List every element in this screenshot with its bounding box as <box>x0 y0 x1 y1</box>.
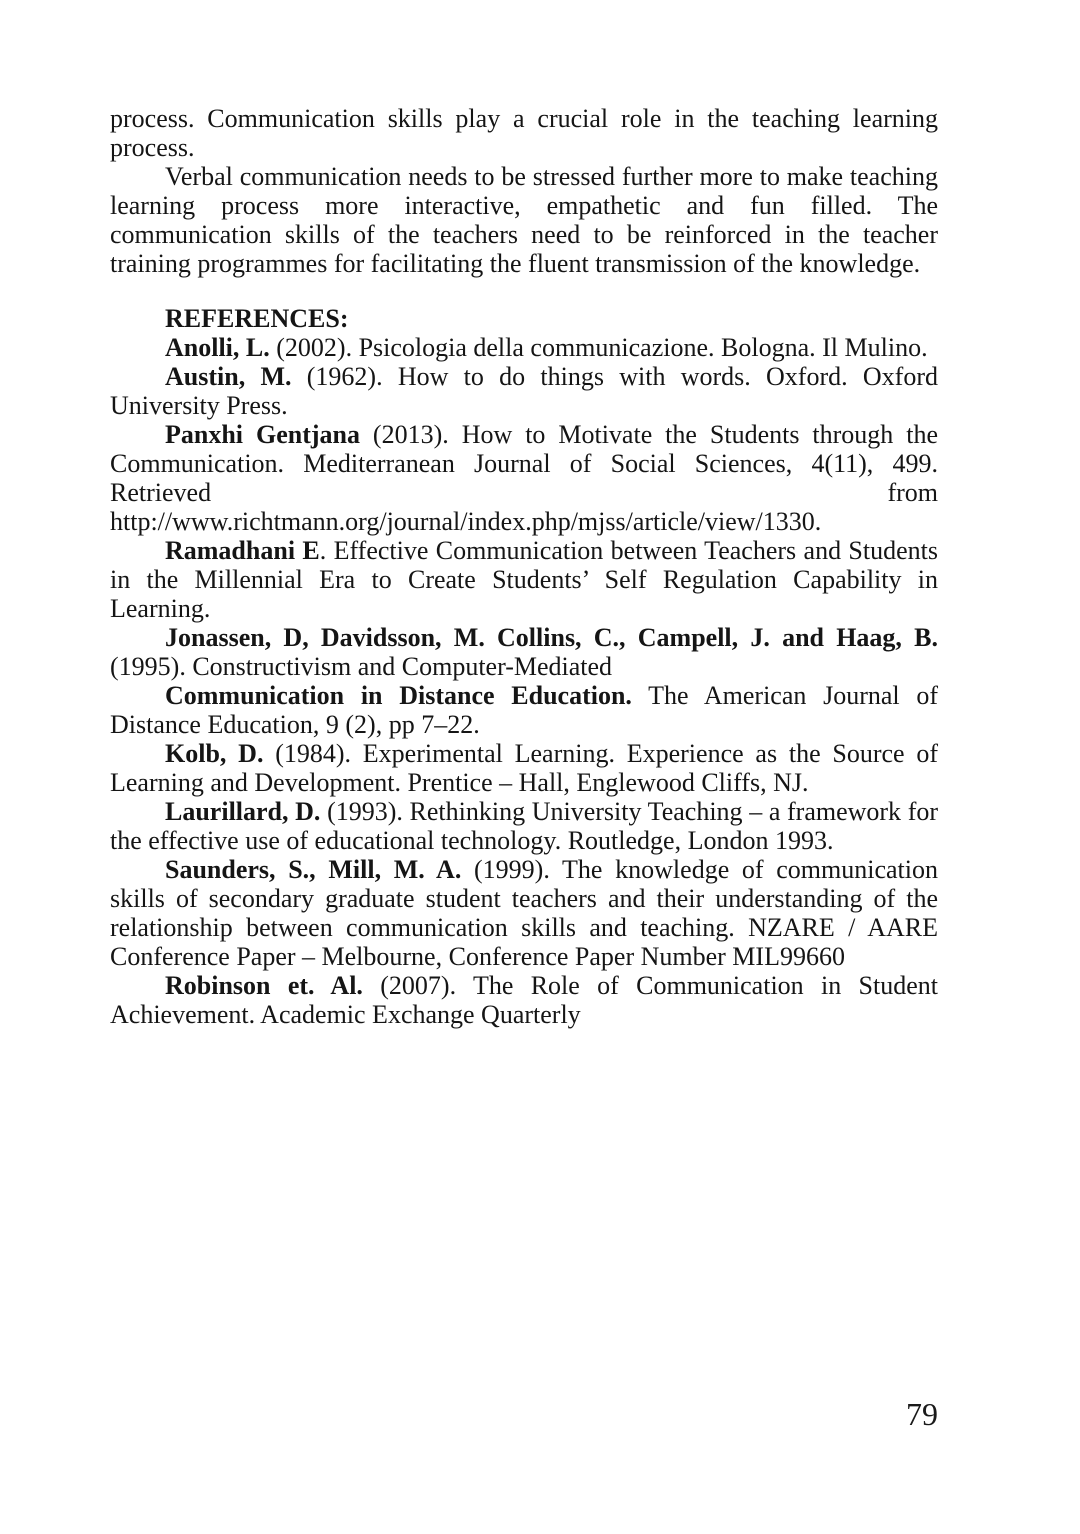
reference-entry <box>110 420 938 536</box>
text-block <box>110 104 938 1029</box>
reference-text: The American Journal of Distance Education, 9 (2), pp 7–22. <box>110 681 939 739</box>
reference-authors: Panxhi Gentjana <box>165 420 360 449</box>
body-paragraph: Verbal communication needs to be stressed further more to make teaching learning process more interactive, empathetic and fun filled. The communication skills of the teachers need to be reinforced in the teacher training programmes for facilitating the fluent transmission of the knowledge. <box>110 162 938 278</box>
reference-authors: Laurillard, D. <box>165 797 321 826</box>
reference-authors: Kolb, D. <box>165 739 264 768</box>
reference-entry <box>110 739 938 797</box>
reference-text: (1962). How to do things with words. Oxford. Oxford University Press. <box>110 362 938 420</box>
reference-entry <box>110 797 938 855</box>
reference-entry <box>110 971 938 1029</box>
reference-entry <box>110 536 938 623</box>
reference-entry <box>110 681 938 739</box>
reference-text: (2013). How to Motivate the Students through the Communication. Mediterranean Journal of Social Sciences, 4(11), 499. Retrieved from http://www.richtmann.org/journal/index.php/mjss/article/view/1330. <box>110 420 939 536</box>
references-heading: REFERENCES: <box>165 304 349 333</box>
reference-authors: Saunders, S., Mill, M. A. <box>165 855 462 884</box>
reference-text: (1993). Rethinking University Teaching – a framework for the effective use of educational technology. Routledge, London 1993. <box>110 797 939 855</box>
reference-authors: Ramadhani E <box>165 536 320 565</box>
reference-title: Communication in Distance Education. <box>165 681 632 710</box>
page-number: 79 <box>906 1396 938 1432</box>
reference-text: (2007). The Role of Communication in Student Achievement. Academic Exchange Quarterly <box>110 971 939 1029</box>
reference-text: (1984). Experimental Learning. Experience as the Source of Learning and Development. Prentice – Hall, Englewood Cliffs, NJ. <box>110 739 938 797</box>
reference-text: . Effective Communication between Teachers and Students in the Millennial Era to Create Students’ Self Regulation Capability in Learning. <box>110 536 938 623</box>
reference-entry <box>110 333 938 362</box>
reference-authors: Anolli, L. <box>165 333 270 362</box>
reference-authors: Robinson et. Al. <box>165 971 363 1000</box>
reference-text: (1999). The knowledge of communication skills of secondary graduate student teachers and their understanding of the relationship between communication skills and teaching. NZARE / AARE Conference Paper – Melbourne, Conference Paper Number MIL99660 <box>110 855 938 971</box>
body-paragraph: process. Communication skills play a crucial role in the teaching learning process. <box>110 104 938 162</box>
reference-text: (1995). Constructivism and Computer-Mediated <box>110 652 613 681</box>
reference-authors: Austin, M. <box>165 362 292 391</box>
reference-entry <box>110 855 938 971</box>
reference-authors: Jonassen, D, Davidsson, M. Collins, C., Campell, J. and Haag, B. <box>165 623 938 652</box>
reference-entry <box>110 623 938 681</box>
reference-entry <box>110 362 938 420</box>
reference-text: (2002). Psicologia della communicazione. Bologna. Il Mulino. <box>269 333 928 362</box>
